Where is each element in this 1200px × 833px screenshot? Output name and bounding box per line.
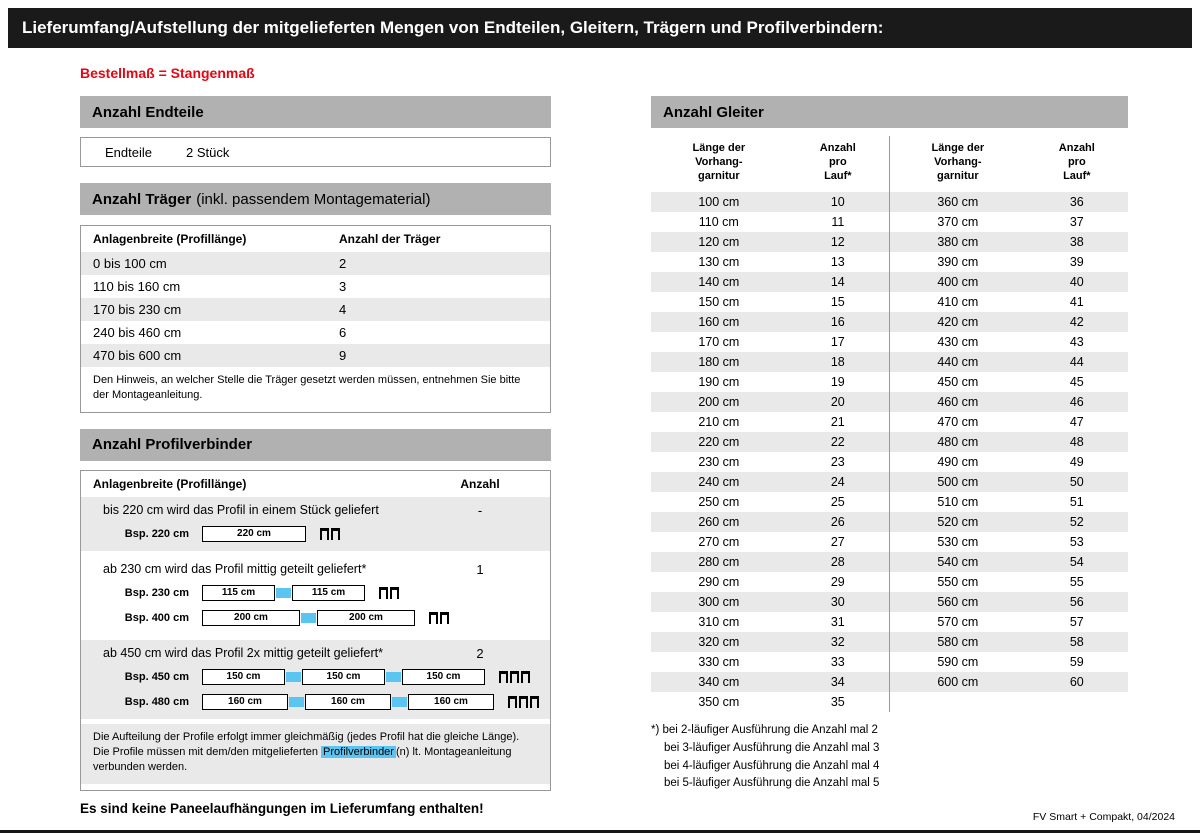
bracket-icon	[508, 696, 517, 708]
gleiter-length-cell: 350 cm	[698, 695, 740, 709]
gleiter-count-cell: 48	[1069, 435, 1084, 449]
gleiter-length-cell: 460 cm	[937, 395, 979, 409]
profile-section-text: bis 220 cm wird das Profil in einem Stück geliefert	[103, 503, 379, 518]
footnote-line: bei 5-läufiger Ausführung die Anzahl mal 5	[664, 777, 880, 790]
profile-section	[81, 556, 550, 635]
gleiter-length-cell: 600 cm	[937, 675, 979, 689]
table-row	[890, 452, 1128, 472]
gleiter-count-cell: 10	[830, 195, 845, 209]
gleiter-length-cell: 140 cm	[698, 275, 740, 289]
gleiter-length-cell: 420 cm	[937, 315, 979, 329]
gleiter-length-cell: 160 cm	[698, 315, 740, 329]
gleiter-length-cell: 530 cm	[937, 535, 979, 549]
profile-example	[81, 525, 550, 543]
gleiter-count-header-line: Anzahl	[819, 141, 856, 154]
profile-example	[81, 668, 550, 686]
gleiter-length-cell: 580 cm	[937, 635, 979, 649]
section-header-profilverbinder-label: Anzahl Profilverbinder	[92, 436, 253, 454]
traeger-table-header	[81, 226, 550, 252]
gleiter-length-cell: 280 cm	[698, 555, 740, 569]
gleiter-length-cell: 240 cm	[698, 475, 740, 489]
gleiter-count-header	[1026, 136, 1128, 188]
gleiter-count-cell: 18	[830, 355, 845, 369]
footnote-line: bei 4-läufiger Ausführung die Anzahl mal 4	[664, 759, 880, 772]
page-title: Lieferumfang/Aufstellung der mitgelieferten Mengen von Endteilen, Gleitern, Trägern und Profilverbindern:	[22, 18, 884, 37]
gleiter-count-cell: 50	[1069, 475, 1084, 489]
traeger-table	[80, 225, 551, 413]
gleiter-length-header-line: Vorhang-	[695, 155, 743, 168]
table-row	[890, 312, 1128, 332]
bracket-icon	[440, 612, 449, 624]
profile-segment: 220 cm	[202, 526, 306, 542]
connector-icon	[289, 697, 304, 707]
gleiter-length-cell: 130 cm	[698, 255, 740, 269]
page-title-bar	[8, 8, 1192, 48]
table-row	[81, 275, 550, 298]
traeger-range-cell: 0 bis 100 cm	[93, 256, 167, 271]
gleiter-length-cell: 270 cm	[698, 535, 740, 549]
gleiter-length-cell: 410 cm	[937, 295, 979, 309]
profile-section-head	[81, 646, 550, 661]
table-row	[890, 372, 1128, 392]
gleiter-length-cell: 490 cm	[937, 455, 979, 469]
gleiter-length-cell: 190 cm	[698, 375, 740, 389]
profile-segment: 150 cm	[302, 669, 385, 685]
table-row	[651, 232, 889, 252]
bracket-icon	[499, 671, 508, 683]
gleiter-length-header	[890, 136, 1026, 188]
gleiter-count-cell: 23	[830, 455, 845, 469]
gleiter-length-cell: 120 cm	[698, 235, 740, 249]
connector-icon	[301, 613, 316, 623]
gleiter-length-cell: 470 cm	[937, 415, 979, 429]
gleiter-length-cell: 310 cm	[698, 615, 740, 629]
document-version-label: FV Smart + Compakt, 04/2024	[1032, 811, 1175, 823]
gleiter-length-cell: 210 cm	[698, 415, 740, 429]
gleiter-length-cell: 440 cm	[937, 355, 979, 369]
traeger-col2-header: Anzahl der Träger	[339, 232, 441, 246]
gleiter-count-cell: 21	[830, 415, 845, 429]
table-row	[890, 512, 1128, 532]
table-row	[651, 472, 889, 492]
profile-section-text: ab 230 cm wird das Profil mittig geteilt geliefert*	[103, 562, 367, 577]
gleiter-length-cell: 180 cm	[698, 355, 740, 369]
table-row	[81, 252, 550, 275]
table-row	[890, 332, 1128, 352]
traeger-count-cell: 2	[339, 256, 347, 271]
table-row	[890, 592, 1128, 612]
gleiter-length-cell: 550 cm	[937, 575, 979, 589]
profile-segment: 150 cm	[202, 669, 285, 685]
gleiter-table-left-header	[651, 136, 889, 188]
connector-icon	[386, 672, 401, 682]
table-row	[890, 212, 1128, 232]
bracket-icon	[390, 587, 399, 599]
section-header-traeger-label: Anzahl Träger	[92, 190, 192, 208]
table-row	[651, 432, 889, 452]
gleiter-length-cell: 510 cm	[937, 495, 979, 509]
profilverbinder-col1-header: Anlagenbreite (Profillänge)	[93, 476, 247, 491]
table-row	[651, 592, 889, 612]
gleiter-count-cell: 57	[1069, 615, 1084, 629]
gleiter-count-cell: 12	[830, 235, 845, 249]
gleiter-count-cell: 46	[1069, 395, 1084, 409]
gleiter-length-cell: 110 cm	[698, 215, 739, 229]
gleiter-length-cell: 260 cm	[698, 515, 740, 529]
profile-segment: 160 cm	[408, 694, 494, 710]
gleiter-count-cell: 16	[830, 315, 845, 329]
table-row	[890, 632, 1128, 652]
profile-diagram	[202, 669, 530, 685]
profile-section	[81, 497, 550, 551]
profile-example-label: Bsp. 450 cm	[124, 670, 189, 683]
traeger-count-cell: 6	[339, 325, 347, 340]
gleiter-count-cell: 60	[1069, 675, 1084, 689]
gleiter-length-cell: 290 cm	[698, 575, 740, 589]
endteile-label: Endteile	[105, 144, 152, 160]
bracket-icon	[521, 671, 530, 683]
table-row	[651, 492, 889, 512]
table-row	[651, 292, 889, 312]
gleiter-count-cell: 34	[830, 675, 845, 689]
traeger-note: Den Hinweis, an welcher Stelle die Träger gesetzt werden müssen, entnehmen Sie bitte der Montageanleitung.	[93, 374, 521, 401]
section-header-endteile-label: Anzahl Endteile	[92, 103, 204, 121]
profile-section-count: -	[477, 502, 483, 518]
gleiter-length-cell: 450 cm	[937, 375, 979, 389]
gleiter-length-cell: 380 cm	[937, 235, 979, 249]
profile-example	[81, 693, 550, 711]
right-column	[651, 96, 1128, 793]
table-row	[890, 232, 1128, 252]
profile-diagram	[202, 526, 340, 542]
footnote-line: *) bei 2-läufiger Ausführung die Anzahl mal 2	[651, 724, 878, 736]
traeger-range-cell: 170 bis 230 cm	[93, 302, 182, 317]
connector-icon	[286, 672, 301, 682]
gleiter-length-cell: 430 cm	[937, 335, 979, 349]
gleiter-count-cell: 38	[1069, 235, 1084, 249]
gleiter-count-cell: 53	[1069, 535, 1084, 549]
table-row	[890, 492, 1128, 512]
gleiter-table-left-body	[651, 192, 889, 712]
bracket-icon	[320, 528, 329, 540]
section-header-traeger-sublabel: (inkl. passendem Montagematerial)	[196, 190, 431, 208]
order-measure-note: Bestellmaß = Stangenmaß	[80, 65, 255, 81]
table-row	[651, 572, 889, 592]
traeger-table-body	[81, 252, 550, 367]
gleiter-count-cell: 32	[830, 635, 845, 649]
gleiter-count-header-line: Anzahl	[1058, 141, 1095, 154]
gleiter-length-header-line: garnitur	[937, 170, 979, 183]
bracket-icons	[508, 696, 539, 708]
table-row	[651, 512, 889, 532]
profile-section-text: ab 450 cm wird das Profil 2x mittig geteilt geliefert*	[103, 646, 383, 661]
profile-segment: 150 cm	[402, 669, 485, 685]
traeger-range-cell: 110 bis 160 cm	[93, 279, 181, 294]
section-header-profilverbinder	[80, 429, 551, 461]
table-row	[651, 212, 889, 232]
table-row	[890, 412, 1128, 432]
gleiter-length-cell: 250 cm	[698, 495, 740, 509]
gleiter-table-left	[651, 136, 889, 712]
connector-icon	[276, 588, 291, 598]
gleiter-count-cell: 37	[1069, 215, 1084, 229]
gleiter-count-cell: 54	[1069, 555, 1084, 569]
profilverbinder-table-header	[81, 471, 550, 497]
table-row	[651, 692, 889, 712]
table-row	[651, 252, 889, 272]
gleiter-tables	[651, 136, 1128, 712]
left-column	[80, 96, 551, 816]
gleiter-count-cell: 44	[1069, 355, 1084, 369]
profilverbinder-note-text-after: (n) lt. Montageanleitung verbunden werden.	[93, 746, 512, 774]
bracket-icon	[429, 612, 438, 624]
gleiter-length-cell: 590 cm	[937, 655, 979, 669]
profile-segment: 115 cm	[202, 585, 275, 601]
bracket-icon	[510, 671, 519, 683]
profile-example-label: Bsp. 230 cm	[124, 586, 189, 599]
gleiter-count-header-line: Lauf*	[1063, 170, 1091, 183]
gleiter-count-cell: 35	[830, 695, 845, 709]
gleiter-length-cell: 520 cm	[937, 515, 979, 529]
endteile-value: 2 Stück	[186, 144, 230, 160]
table-row	[890, 552, 1128, 572]
traeger-range-cell: 240 bis 460 cm	[93, 325, 182, 340]
gleiter-length-header	[651, 136, 787, 188]
profile-diagram	[202, 585, 399, 601]
table-row	[651, 672, 889, 692]
gleiter-count-cell: 24	[830, 475, 845, 489]
profile-segment: 160 cm	[305, 694, 391, 710]
gleiter-count-cell: 55	[1069, 575, 1084, 589]
bracket-icons	[379, 587, 399, 599]
profile-section-count: 1	[476, 561, 484, 577]
gleiter-length-cell: 230 cm	[698, 455, 740, 469]
gleiter-length-cell: 100 cm	[698, 195, 740, 209]
gleiter-count-header-line: pro	[828, 155, 847, 168]
gleiter-count-header-line: Lauf*	[824, 170, 852, 183]
profile-example-label: Bsp. 480 cm	[124, 695, 189, 708]
gleiter-length-cell: 300 cm	[698, 595, 740, 609]
table-row	[651, 652, 889, 672]
section-header-gleiter	[651, 96, 1128, 128]
gleiter-count-cell: 36	[1069, 195, 1084, 209]
table-row	[651, 612, 889, 632]
gleiter-count-cell: 33	[830, 655, 845, 669]
table-row	[651, 532, 889, 552]
gleiter-count-cell: 51	[1069, 495, 1084, 509]
table-row	[651, 352, 889, 372]
table-row	[651, 632, 889, 652]
no-panel-hangers-note: Es sind keine Paneelaufhängungen im Lieferumfang enthalten!	[80, 800, 484, 816]
gleiter-footnotes	[651, 722, 1128, 793]
bracket-icons	[499, 671, 530, 683]
table-row	[651, 192, 889, 212]
profile-example	[81, 584, 550, 602]
gleiter-length-cell: 540 cm	[937, 555, 979, 569]
gleiter-length-header-line: Länge der	[931, 141, 985, 154]
table-row	[651, 392, 889, 412]
gleiter-length-cell: 560 cm	[937, 595, 979, 609]
table-row	[651, 332, 889, 352]
table-row	[890, 352, 1128, 372]
gleiter-length-cell: 220 cm	[698, 435, 740, 449]
table-row	[890, 432, 1128, 452]
bracket-icon	[379, 587, 388, 599]
section-header-traeger	[80, 183, 551, 215]
gleiter-length-cell: 400 cm	[937, 275, 979, 289]
bracket-icon	[530, 696, 539, 708]
table-row	[890, 292, 1128, 312]
profile-section-head	[81, 503, 550, 518]
gleiter-count-header-line: pro	[1067, 155, 1086, 168]
traeger-count-cell: 4	[339, 302, 347, 317]
profile-example-label: Bsp. 220 cm	[124, 527, 189, 540]
gleiter-count-cell: 49	[1069, 455, 1084, 469]
table-row	[890, 392, 1128, 412]
gleiter-count-cell: 45	[1069, 375, 1084, 389]
table-row	[81, 321, 550, 344]
gleiter-count-cell: 58	[1069, 635, 1084, 649]
profile-section-head	[81, 562, 550, 577]
table-row	[81, 298, 550, 321]
table-row	[890, 612, 1128, 632]
gleiter-count-cell: 29	[830, 575, 845, 589]
gleiter-count-cell: 52	[1069, 515, 1084, 529]
profilverbinder-note-text-before: Die Aufteilung der Profile erfolgt immer gleichmäßig (jedes Profil hat die gleiche Länge). Die Profile müssen mit dem/den mitgelieferten	[93, 730, 520, 759]
gleiter-length-header-line: Länge der	[692, 141, 746, 154]
gleiter-count-cell: 43	[1069, 335, 1084, 349]
gleiter-length-cell: 500 cm	[937, 475, 979, 489]
footnote-line: bei 3-läufiger Ausführung die Anzahl mal 3	[664, 741, 880, 754]
gleiter-count-cell: 22	[830, 435, 845, 449]
profile-diagram	[202, 694, 539, 710]
profile-segment: 200 cm	[317, 610, 415, 626]
gleiter-length-header-line: garnitur	[698, 170, 740, 183]
gleiter-length-cell: 370 cm	[937, 215, 979, 229]
gleiter-count-cell: 31	[830, 615, 845, 629]
gleiter-count-cell: 59	[1069, 655, 1084, 669]
gleiter-length-cell: 200 cm	[698, 395, 740, 409]
gleiter-length-cell: 170 cm	[698, 335, 740, 349]
gleiter-count-cell: 41	[1069, 295, 1084, 309]
bracket-icons	[429, 612, 449, 624]
traeger-count-cell: 9	[339, 348, 347, 363]
profile-example-label: Bsp. 400 cm	[124, 611, 189, 624]
gleiter-length-cell: 330 cm	[698, 655, 740, 669]
gleiter-table-right-header	[890, 136, 1128, 188]
section-header-endteile	[80, 96, 551, 128]
gleiter-count-cell: 19	[830, 375, 845, 389]
profile-segment: 200 cm	[202, 610, 300, 626]
profile-segment: 160 cm	[202, 694, 288, 710]
profilverbinder-sections	[81, 497, 550, 719]
gleiter-count-cell: 30	[830, 595, 845, 609]
profile-section	[81, 640, 550, 719]
table-row	[651, 272, 889, 292]
table-row	[890, 672, 1128, 692]
table-row	[890, 572, 1128, 592]
gleiter-count-cell: 17	[830, 335, 845, 349]
table-row	[81, 344, 550, 367]
table-row	[890, 652, 1128, 672]
table-row	[890, 272, 1128, 292]
profilverbinder-note-highlight: Profilverbinder	[323, 746, 394, 759]
gleiter-length-cell: 390 cm	[937, 255, 979, 269]
profile-section-count: 2	[476, 645, 484, 661]
gleiter-length-cell: 360 cm	[937, 195, 979, 209]
gleiter-count-cell: 40	[1069, 275, 1084, 289]
bracket-icon	[331, 528, 340, 540]
table-row	[651, 452, 889, 472]
table-row	[651, 312, 889, 332]
table-row	[890, 532, 1128, 552]
gleiter-count-cell: 28	[830, 555, 845, 569]
gleiter-count-cell: 15	[830, 295, 845, 309]
gleiter-count-cell: 47	[1069, 415, 1084, 429]
profile-segment: 115 cm	[292, 585, 365, 601]
traeger-range-cell: 470 bis 600 cm	[93, 348, 182, 363]
gleiter-count-cell: 56	[1069, 595, 1084, 609]
connector-icon	[392, 697, 407, 707]
gleiter-length-cell: 150 cm	[698, 295, 740, 309]
gleiter-count-cell: 26	[830, 515, 845, 529]
gleiter-length-cell: 570 cm	[937, 615, 979, 629]
gleiter-length-header-line: Vorhang-	[934, 155, 982, 168]
gleiter-count-cell: 27	[830, 535, 845, 549]
gleiter-count-cell: 14	[830, 275, 845, 289]
gleiter-count-cell: 20	[830, 395, 845, 409]
profile-example	[81, 609, 550, 627]
table-row	[890, 252, 1128, 272]
profilverbinder-note	[81, 724, 550, 784]
traeger-count-cell: 3	[339, 279, 347, 294]
table-row	[651, 552, 889, 572]
gleiter-table-right	[889, 136, 1128, 712]
gleiter-count-header	[787, 136, 889, 188]
profilverbinder-col2-header: Anzahl	[460, 476, 500, 491]
profile-diagram	[202, 610, 449, 626]
gleiter-count-cell: 42	[1069, 315, 1084, 329]
table-row	[890, 472, 1128, 492]
gleiter-count-cell: 25	[830, 495, 845, 509]
table-row	[651, 372, 889, 392]
gleiter-count-cell: 13	[830, 255, 845, 269]
section-header-gleiter-label: Anzahl Gleiter	[663, 103, 764, 121]
gleiter-table-right-body	[890, 192, 1128, 692]
gleiter-length-cell: 340 cm	[698, 675, 740, 689]
table-row	[651, 412, 889, 432]
profilverbinder-table	[80, 470, 551, 791]
table-row	[890, 192, 1128, 212]
bracket-icons	[320, 528, 340, 540]
traeger-col1-header: Anlagenbreite (Profillänge)	[93, 232, 247, 246]
gleiter-length-cell: 480 cm	[937, 435, 979, 449]
gleiter-length-cell: 320 cm	[698, 635, 740, 649]
bracket-icon	[519, 696, 528, 708]
gleiter-count-cell: 11	[831, 215, 845, 229]
endteile-box	[80, 137, 551, 167]
gleiter-count-cell: 39	[1069, 255, 1084, 269]
